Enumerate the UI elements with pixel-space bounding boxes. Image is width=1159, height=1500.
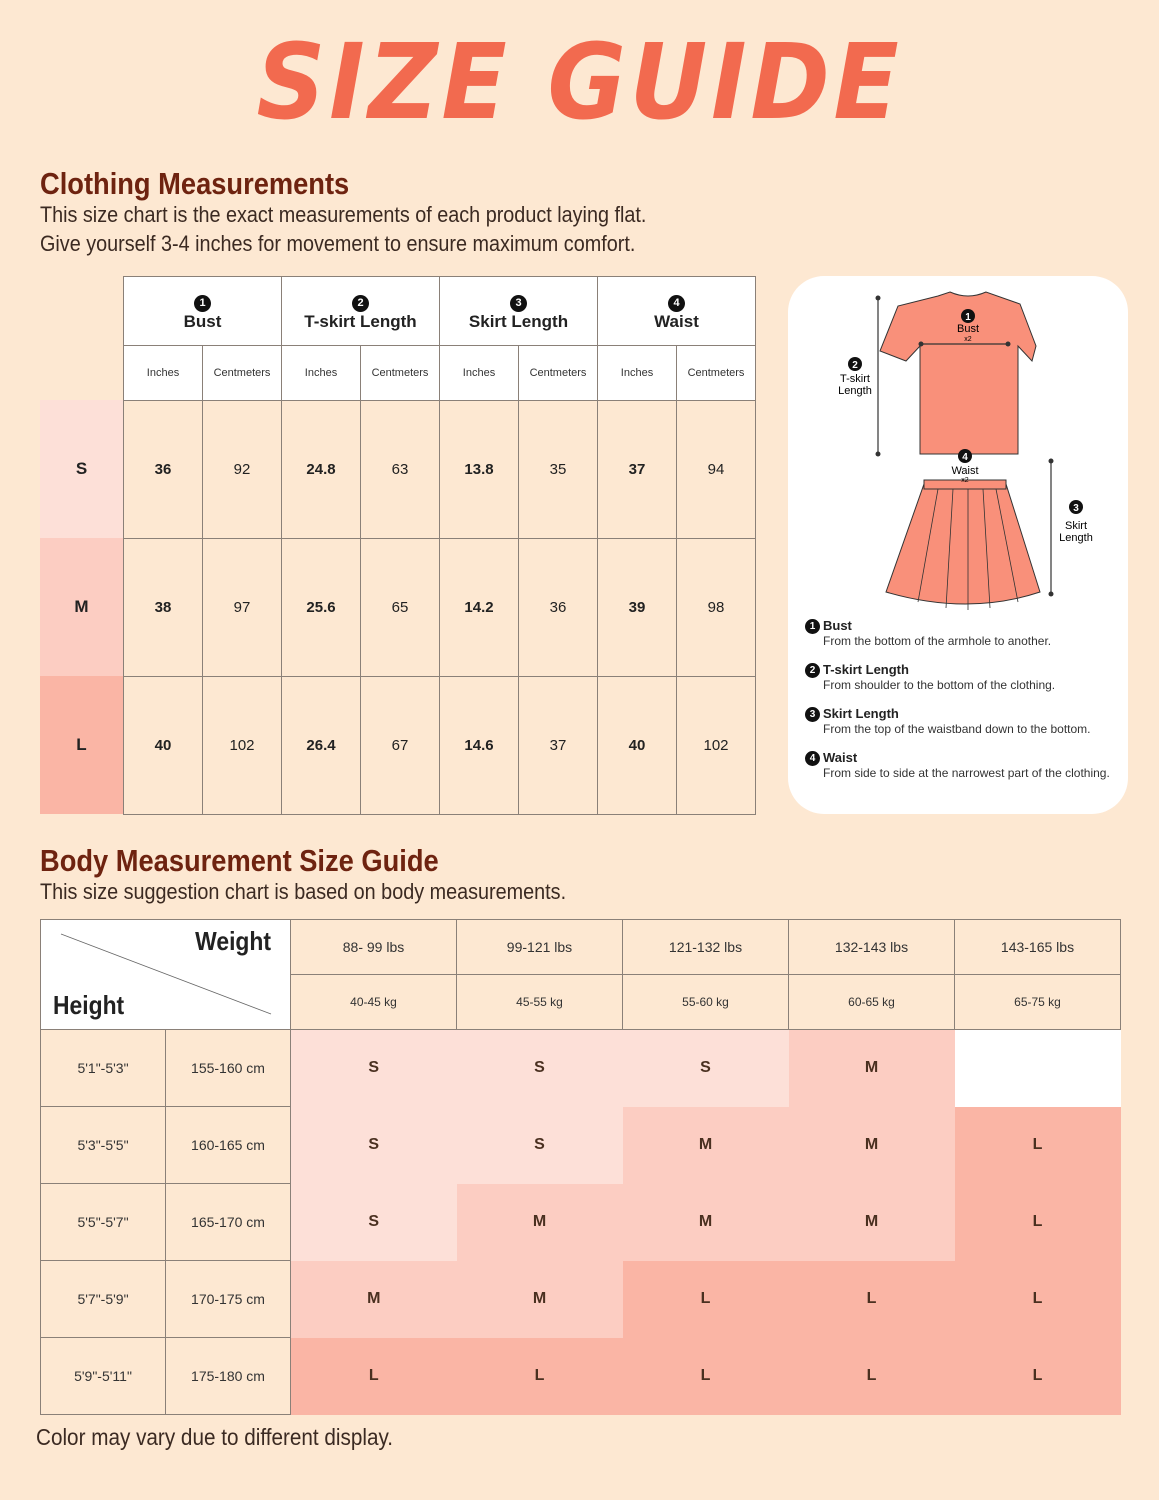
tshirt-icon xyxy=(880,292,1036,454)
weight-lbs-header: 88- 99 lbs xyxy=(291,920,457,975)
svg-text:3: 3 xyxy=(1073,503,1079,514)
table-cell: 67 xyxy=(361,677,440,815)
unit-cm: Centmeters xyxy=(203,346,282,401)
color-disclaimer: Color may vary due to different display. xyxy=(36,1424,394,1450)
size-cell: L xyxy=(955,1261,1121,1338)
height-ft-cell: 5'5"-5'7" xyxy=(41,1184,166,1261)
svg-text:x2: x2 xyxy=(964,336,972,343)
size-cell: M xyxy=(291,1261,457,1338)
garment-diagram xyxy=(788,276,1128,616)
clothing-section-title: Clothing Measurements xyxy=(40,166,350,201)
size-cell: L xyxy=(291,1338,457,1415)
height-ft-cell: 5'7"-5'9" xyxy=(41,1261,166,1338)
size-cell: L xyxy=(789,1261,955,1338)
unit-cm: Centmeters xyxy=(677,346,756,401)
height-cm-cell: 155-160 cm xyxy=(166,1030,291,1107)
body-size-table xyxy=(40,919,1121,1415)
column-header-waist xyxy=(598,277,756,346)
size-cell: S xyxy=(291,1107,457,1184)
size-label-m: M xyxy=(40,538,123,676)
table-cell: 38 xyxy=(124,539,203,677)
size-cell: L xyxy=(623,1338,789,1415)
table-row xyxy=(41,1184,1121,1261)
legend-item-tshirt-length xyxy=(805,662,1055,692)
table-row xyxy=(41,1030,1121,1107)
legend-title: Bust xyxy=(823,618,852,633)
column-header-tshirt-length xyxy=(282,277,440,346)
weight-lbs-header: 121-132 lbs xyxy=(623,920,789,975)
table-cell: 40 xyxy=(598,677,677,815)
body-subtitle: This size suggestion chart is based on body measurements. xyxy=(40,879,567,904)
svg-text:Length: Length xyxy=(1059,532,1093,544)
table-cell: 65 xyxy=(361,539,440,677)
svg-text:4: 4 xyxy=(962,452,968,463)
table-row xyxy=(124,539,756,677)
size-cell: M xyxy=(789,1030,955,1107)
size-cell: M xyxy=(789,1184,955,1261)
unit-cm: Centmeters xyxy=(361,346,440,401)
table-cell: 63 xyxy=(361,401,440,539)
column-header-bust xyxy=(124,277,282,346)
legend-desc: From the bottom of the armhole to another. xyxy=(823,634,1052,649)
table-cell: 25.6 xyxy=(282,539,361,677)
size-cell: S xyxy=(457,1030,623,1107)
weight-kg-header: 60-65 kg xyxy=(789,975,955,1030)
legend-title: Waist xyxy=(823,750,858,765)
size-cell xyxy=(955,1030,1121,1107)
weight-lbs-header: 143-165 lbs xyxy=(955,920,1121,975)
size-cell: L xyxy=(955,1338,1121,1415)
height-ft-cell: 5'3"-5'5" xyxy=(41,1107,166,1184)
unit-inches: Inches xyxy=(440,346,519,401)
table-cell: 102 xyxy=(677,677,756,815)
legend-title: Skirt Length xyxy=(823,706,899,721)
table-cell: 26.4 xyxy=(282,677,361,815)
column-label: Waist xyxy=(654,311,699,331)
page-title: SIZE GUIDE xyxy=(256,21,903,143)
size-label-s: S xyxy=(40,400,123,538)
height-axis-label: Height xyxy=(53,990,125,1020)
svg-text:T-skirt: T-skirt xyxy=(840,373,870,385)
weight-kg-header: 40-45 kg xyxy=(291,975,457,1030)
size-cell: L xyxy=(623,1261,789,1338)
size-cell: S xyxy=(457,1107,623,1184)
table-cell: 37 xyxy=(598,401,677,539)
number-1-icon: 1 xyxy=(805,619,820,634)
table-cell: 14.6 xyxy=(440,677,519,815)
legend-item-skirt-length xyxy=(805,706,1091,736)
unit-cm: Centmeters xyxy=(519,346,598,401)
table-row xyxy=(41,1107,1121,1184)
table-cell: 24.8 xyxy=(282,401,361,539)
svg-text:Length: Length xyxy=(838,385,872,397)
table-cell: 36 xyxy=(124,401,203,539)
table-cell: 37 xyxy=(519,677,598,815)
table-cell: 92 xyxy=(203,401,282,539)
table-cell: 94 xyxy=(677,401,756,539)
size-cell: M xyxy=(457,1261,623,1338)
table-row xyxy=(124,401,756,539)
number-3-icon: 3 xyxy=(805,707,820,722)
unit-header-row xyxy=(124,346,756,401)
size-cell: L xyxy=(789,1338,955,1415)
size-cell: S xyxy=(623,1030,789,1107)
size-cell: M xyxy=(457,1184,623,1261)
size-cell: M xyxy=(623,1107,789,1184)
table-cell: 97 xyxy=(203,539,282,677)
weight-lbs-row xyxy=(41,920,1121,975)
table-cell: 40 xyxy=(124,677,203,815)
clothing-subtitle-line1: This size chart is the exact measurements of each product laying flat. xyxy=(40,202,647,227)
weight-kg-header: 55-60 kg xyxy=(623,975,789,1030)
table-cell: 13.8 xyxy=(440,401,519,539)
body-section-title: Body Measurement Size Guide xyxy=(40,843,439,878)
unit-inches: Inches xyxy=(124,346,203,401)
size-cell: M xyxy=(623,1184,789,1261)
number-4-icon: 4 xyxy=(668,295,685,312)
number-1-icon: 1 xyxy=(194,295,211,312)
height-ft-cell: 5'9"-5'11" xyxy=(41,1338,166,1415)
bust-diagram-label: Bust xyxy=(956,323,980,335)
legend-desc: From side to side at the narrowest part of the clothing. xyxy=(823,766,1110,781)
table-cell: 98 xyxy=(677,539,756,677)
height-cm-cell: 165-170 cm xyxy=(166,1184,291,1261)
table-cell: 39 xyxy=(598,539,677,677)
clothing-subtitle-line2: Give yourself 3-4 inches for movement to ensure maximum comfort. xyxy=(40,231,636,256)
column-label: Skirt Length xyxy=(468,311,569,331)
svg-text:2: 2 xyxy=(852,360,858,371)
column-label: T-skirt Length xyxy=(304,311,417,331)
weight-axis-label: Weight xyxy=(194,926,271,956)
size-cell: S xyxy=(291,1030,457,1107)
table-cell: 102 xyxy=(203,677,282,815)
weight-kg-header: 65-75 kg xyxy=(955,975,1121,1030)
table-cell: 36 xyxy=(519,539,598,677)
size-cell: S xyxy=(291,1184,457,1261)
svg-text:Skirt: Skirt xyxy=(1065,520,1087,532)
column-header-skirt-length xyxy=(440,277,598,346)
weight-lbs-header: 132-143 lbs xyxy=(789,920,955,975)
svg-text:1: 1 xyxy=(965,312,971,323)
number-2-icon: 2 xyxy=(805,663,820,678)
legend-title: T-skirt Length xyxy=(823,662,909,677)
table-row xyxy=(124,677,756,815)
legend-item-waist xyxy=(805,750,1110,780)
size-cell: M xyxy=(789,1107,955,1184)
measurement-header-row xyxy=(124,277,756,346)
column-label: Bust xyxy=(183,311,222,331)
weight-lbs-header: 99-121 lbs xyxy=(457,920,623,975)
weight-kg-header: 45-55 kg xyxy=(457,975,623,1030)
legend-desc: From the top of the waistband down to the bottom. xyxy=(823,722,1091,737)
skirt-icon xyxy=(886,484,1040,604)
svg-text:x2: x2 xyxy=(961,477,969,484)
clothing-measurement-table xyxy=(123,276,756,815)
number-3-icon: 3 xyxy=(510,295,527,312)
size-cell: L xyxy=(457,1338,623,1415)
height-cm-cell: 170-175 cm xyxy=(166,1261,291,1338)
number-2-icon: 2 xyxy=(352,295,369,312)
legend-desc: From shoulder to the bottom of the clothing. xyxy=(823,678,1056,693)
height-cm-cell: 175-180 cm xyxy=(166,1338,291,1415)
table-row xyxy=(41,1338,1121,1415)
unit-inches: Inches xyxy=(282,346,361,401)
table-row xyxy=(41,1261,1121,1338)
number-4-icon: 4 xyxy=(805,751,820,766)
size-label-l: L xyxy=(40,676,123,814)
table-cell: 14.2 xyxy=(440,539,519,677)
waist-diagram-label: Waist xyxy=(951,465,979,477)
table-cell: 35 xyxy=(519,401,598,539)
size-cell: L xyxy=(955,1107,1121,1184)
legend-item-bust xyxy=(805,618,1051,648)
height-ft-cell: 5'1"-5'3" xyxy=(41,1030,166,1107)
height-cm-cell: 160-165 cm xyxy=(166,1107,291,1184)
size-cell: L xyxy=(955,1184,1121,1261)
unit-inches: Inches xyxy=(598,346,677,401)
table-corner-header xyxy=(41,920,291,1030)
